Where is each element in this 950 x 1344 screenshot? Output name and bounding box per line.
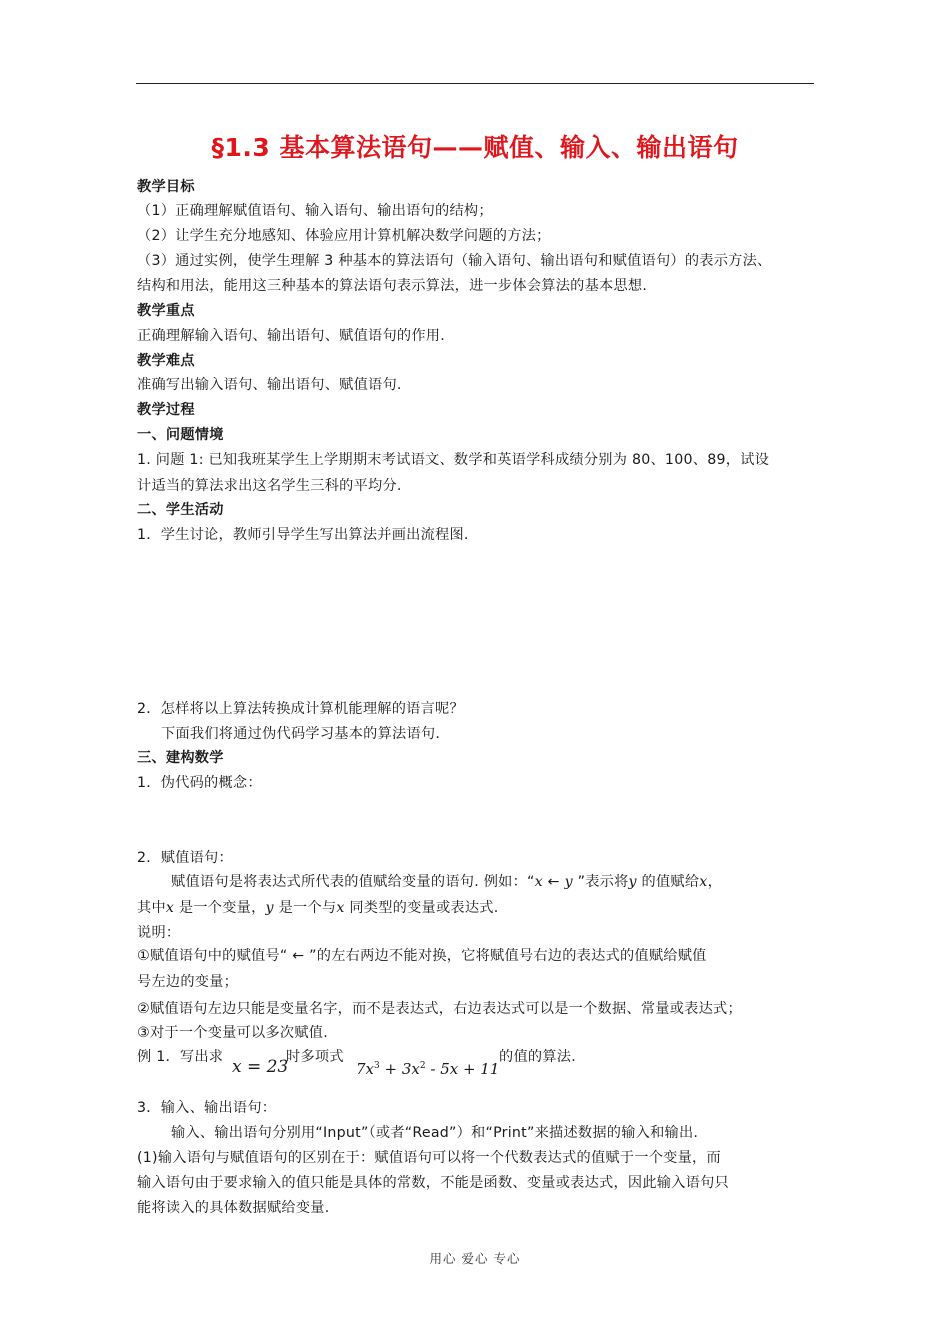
problem-line-2: 计适当的算法求出这名学生三科的平均分. [137,478,402,494]
activity-line-2: 2．怎样将以上算法转换成计算机能理解的语言呢？ [137,701,464,717]
heading-student-activity: 二、学生活动 [137,502,224,518]
equation-x-value: x = 23 [232,1057,289,1077]
equation-polynomial: $7x^3 + 3x^2 - 5x + 11$ [356,1060,500,1078]
example-1-label: 例 1．写出求 [137,1049,224,1065]
heading-key-points: 教学重点 [137,303,195,319]
key-points-text: 正确理解输入语句、输出语句、赋值语句的作用. [137,328,445,344]
io-line-1: (1)输入语句与赋值语句的区别在于：赋值语句可以将一个代数表达式的值赋于一个变量，而 [137,1150,721,1166]
example-1-end: 的值的算法. [499,1049,576,1065]
assignment-definition-2: 其中x 是一个变量，y 是一个与x 同类型的变量或表达式. [137,900,499,916]
note-2: ②赋值语句左边只能是变量名字，而不是表达式，右边表达式可以是一个数据、常量或表达式； [137,1001,742,1017]
heading-problem-situation: 一、问题情境 [137,427,224,443]
page-title: §1.3 基本算法语句——赋值、输入、输出语句 [211,133,739,162]
page-footer: 用心 爱心 专心 [429,1251,521,1266]
assignment-heading: 2．赋值语句： [137,850,233,866]
heading-process: 教学过程 [137,402,195,418]
io-line-2: 输入语句由于要求输入的值只能是具体的常数，不能是函数、变量或表达式，因此输入语句只 [137,1175,729,1191]
problem-line-1: 1. 问题 1: 已知我班某学生上学期期末考试语文、数学和英语学科成绩分别为 80、100、89，试设 [137,452,770,468]
goal-line-4: 结构和用法，能用这三种基本的算法语句表示算法，进一步体会算法的基本思想. [137,278,648,294]
goal-line-3: （3）通过实例，使学生理解 3 种基本的算法语句（输入语句、输出语句和赋值语句）的表示方法、 [137,253,772,269]
heading-construct-math: 三、建构数学 [137,750,224,766]
heading-difficulties: 教学难点 [137,353,195,369]
assignment-definition: 赋值语句是将表达式所代表的值赋给变量的语句. 例如：“x ← y ”表示将y 的值赋给x， [171,874,723,890]
io-line-3: 能将读入的具体数据赋给变量. [137,1200,330,1216]
goal-line-1: （1）正确理解赋值语句、输入语句、输出语句的结构； [137,203,493,219]
difficulties-text: 准确写出输入语句、输出语句、赋值语句. [137,377,402,393]
note-1-cont: 号左边的变量； [137,974,239,990]
io-description: 输入、输出语句分别用“Input”（或者“Read”）和“Print”来描述数据的输入和输出. [171,1125,699,1141]
goal-line-2: （2）让学生充分地感知、体验应用计算机解决数学问题的方法； [137,228,551,244]
note-1: ①赋值语句中的赋值号“ ← ”的左右两边不能对换，它将赋值号右边的表达式的值赋给赋值 [137,948,707,964]
header-rule [136,83,814,84]
activity-line-3: 下面我们将通过伪代码学习基本的算法语句. [161,726,441,742]
pseudocode-concept: 1．伪代码的概念： [137,775,262,791]
activity-line-1: 1．学生讨论，教师引导学生写出算法并画出流程图. [137,527,469,543]
heading-teaching-goals: 教学目标 [137,179,195,195]
note-3: ③对于一个变量可以多次赋值. [137,1025,328,1041]
example-1-middle: 时多项式 [286,1049,344,1065]
notes-label: 说明： [137,925,181,941]
io-heading: 3．输入、输出语句： [137,1100,277,1116]
